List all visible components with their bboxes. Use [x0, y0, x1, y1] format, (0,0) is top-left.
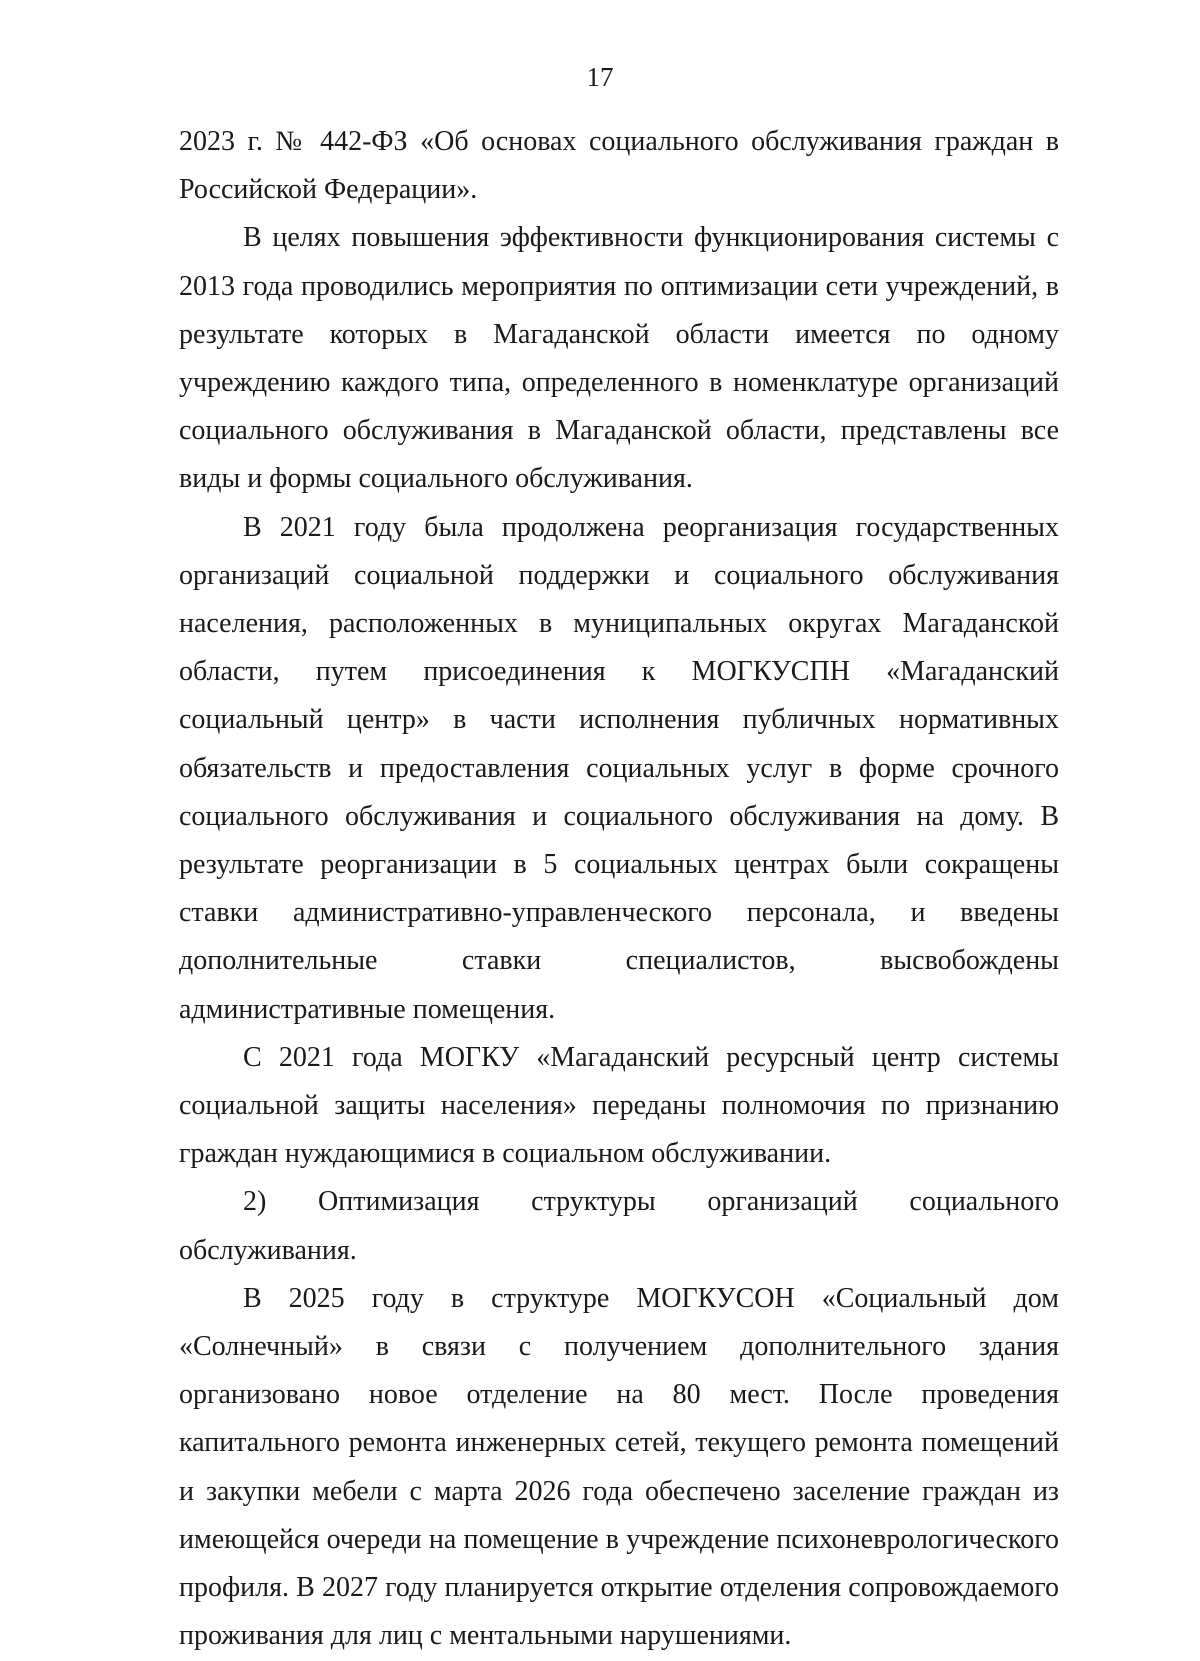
paragraph-network-optimization: В целях повышения эффективности функционирования системы с 2013 года проводились мероприятия по оптимизации сети учреждений, в результате которых в Магаданской области имеется по одному учреждению каждого типа, определенного в номенклатуре организаций социального обслуживания в Магаданской области, представлены все виды и формы социального обслуживания.	[179, 222, 1059, 495]
document-body	[179, 118, 1059, 1661]
paragraph-structure-heading: 2) Оптимизация структуры организаций социального обслуживания.	[179, 1186, 1059, 1266]
paragraph-reorganization-2021: В 2021 году была продолжена реорганизация государственных организаций социальной поддержки и социального обслуживания населения, расположенных в муниципальных округах Магаданской области, путем присоединения к МОГКУСПН «Магаданский социальный центр» в части исполнения публичных нормативных обязательств и предоставления социальных услуг в форме срочного социального обслуживания и социального обслуживания на дому. В результате реорганизации в 5 социальных центрах были сокращены ставки административно-управленческого персонала, и введены дополнительные ставки специалистов, высвобождены административные помещения.	[179, 511, 1059, 1025]
paragraph-resource-center: С 2021 года МОГКУ «Магаданский ресурсный центр системы социальной защиты населения» переданы полномочия по признанию граждан нуждающимися в социальном обслуживании.	[179, 1041, 1059, 1170]
page-number: 17	[586, 62, 614, 92]
paragraph-solnechny-2025: В 2025 году в структуре МОГКУСОН «Социальный дом «Солнечный» в связи с получением дополнительного здания организовано новое отделение на 80 мест. После проведения капитального ремонта инженерных сетей, текущего ремонта помещений и закупки мебели с марта 2026 года обеспечено заселение граждан из имеющейся очереди на помещение в учреждение психоневрологического профиля. В 2027 году планируется открытие отделения сопровождаемого проживания для лиц с ментальными нарушениями.	[179, 1282, 1059, 1652]
paragraph-law-reference: 2023 г. № 442-ФЗ «Об основах социального обслуживания граждан в Российской Федерации».	[179, 126, 1059, 206]
